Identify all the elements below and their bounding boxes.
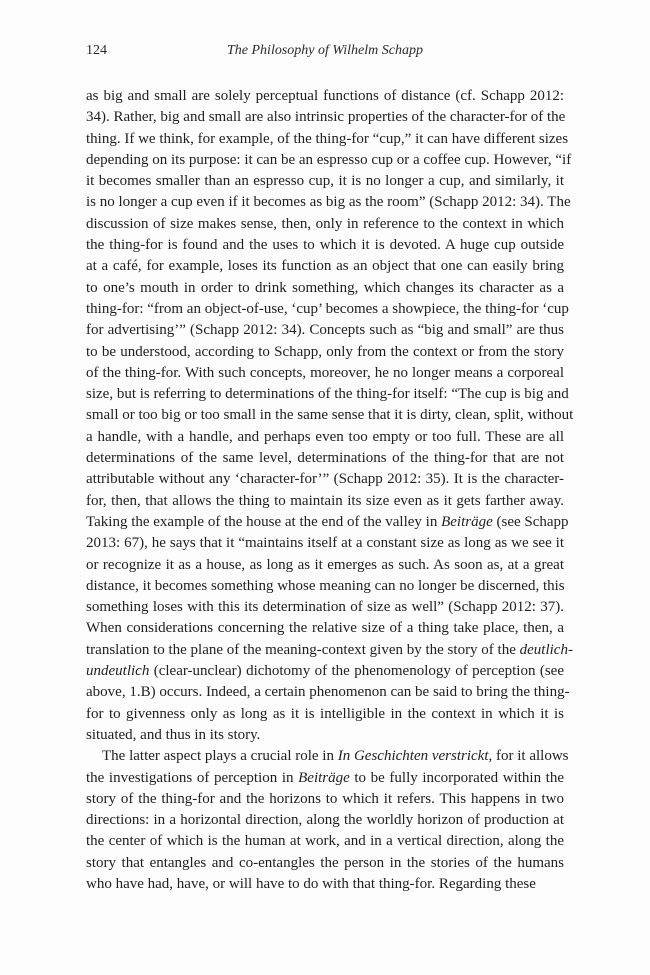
text-line bbox=[86, 810, 564, 831]
text-segment: for, then, that allows the thing to maintain its size even as it gets farther away. bbox=[86, 492, 564, 509]
text-line bbox=[86, 150, 572, 171]
running-header bbox=[86, 43, 564, 65]
text-segment: story that entangles and co-entangles the person in the stories of the humans bbox=[86, 854, 564, 871]
text-line bbox=[86, 299, 569, 320]
text-segment: story of the thing-for and the horizons to which it refers. This happens in two bbox=[86, 790, 564, 807]
text-segment: above, 1.B) occurs. Indeed, a certain phenomenon can be said to bring the thing- bbox=[86, 684, 570, 701]
page-number: 124 bbox=[86, 43, 107, 58]
text-segment: depending on its purpose: it can be an espresso cup or a coffee cup. However, “if bbox=[86, 151, 572, 168]
text-line bbox=[86, 171, 564, 192]
text-line bbox=[86, 256, 564, 277]
text-segment: small or too big or too small in the same sense that it is dirty, clean, split, without bbox=[86, 407, 574, 424]
text-segment: thing. If we think, for example, of the thing-for “cup,” it can have different sizes bbox=[86, 130, 569, 147]
text-line bbox=[86, 533, 564, 554]
text-segment: When considerations concerning the relative size of a thing take place, then, a bbox=[86, 620, 564, 637]
text-segment: 34). Rather, big and small are also intrinsic properties of the character-for of the bbox=[86, 109, 566, 126]
text-line bbox=[86, 874, 564, 895]
text-line bbox=[86, 725, 564, 746]
text-line bbox=[86, 555, 564, 576]
paragraph bbox=[86, 86, 574, 746]
text-segment: or recognize it as a house, as long as it emerges as such. As soon as, at a great bbox=[86, 556, 564, 573]
text-line bbox=[86, 576, 564, 597]
text-line bbox=[86, 384, 569, 405]
text-segment: to be understood, according to Schapp, only from the context or from the story bbox=[86, 343, 564, 360]
text-line bbox=[86, 192, 571, 213]
text-line bbox=[86, 235, 564, 256]
text-segment: at a café, for example, loses its function as an object that one can easily bring bbox=[86, 258, 564, 275]
text-segment: attributable without any ‘character-for’” (Schapp 2012: 35). It is the character- bbox=[86, 471, 564, 488]
text-line bbox=[86, 278, 564, 299]
text-line bbox=[86, 107, 564, 128]
text-line bbox=[86, 427, 564, 448]
text-line bbox=[86, 448, 564, 469]
text-segment: of the thing-for. With such concepts, moreover, he no longer means a corporeal bbox=[86, 364, 564, 381]
text-line bbox=[86, 363, 564, 384]
italic-text: deutlich- bbox=[519, 641, 573, 658]
text-line bbox=[86, 214, 564, 235]
text-line bbox=[86, 512, 569, 533]
body-text bbox=[86, 86, 574, 895]
text-segment: a handle, with a handle, and perhaps even too empty or too full. These are all bbox=[86, 428, 564, 445]
text-line bbox=[86, 469, 564, 490]
text-line bbox=[86, 618, 564, 639]
text-segment: distance, it becomes something whose meaning can no longer be discerned, this bbox=[86, 577, 565, 594]
text-segment: is no longer a cup even if it becomes as big as the room” (Schapp 2012: 34). The bbox=[86, 194, 571, 211]
text-segment: the thing-for is found and the uses to which it is devoted. A huge cup outside bbox=[86, 237, 564, 254]
text-segment: (clear-unclear) dichotomy of the phenomenology of perception (see bbox=[149, 663, 564, 680]
text-line bbox=[86, 86, 564, 107]
text-line bbox=[86, 768, 564, 789]
text-line bbox=[86, 320, 564, 341]
text-segment: thing-for: “from an object-of-use, ‘cup’ becomes a showpiece, the thing-for ‘cup bbox=[86, 300, 569, 317]
text-segment: it becomes smaller than an espresso cup, it is no longer a cup, and similarly, it bbox=[86, 173, 564, 190]
text-segment: The latter aspect plays a crucial role in bbox=[102, 748, 338, 765]
text-segment: the investigations of perception in bbox=[86, 769, 299, 786]
running-title: The Philosophy of Wilhelm Schapp bbox=[227, 43, 423, 58]
text-segment: directions: in a horizontal direction, along the worldly horizon of production at bbox=[86, 812, 564, 829]
italic-text: Beiträge bbox=[298, 769, 350, 786]
text-line bbox=[86, 597, 564, 618]
text-line bbox=[86, 789, 564, 810]
text-segment: as big and small are solely perceptual functions of distance (cf. Schapp 2012: bbox=[86, 88, 564, 104]
text-line bbox=[86, 746, 569, 767]
text-segment: translation to the plane of the meaning-context given by the story of the bbox=[86, 641, 520, 658]
text-segment: to be fully incorporated within the bbox=[349, 769, 564, 786]
text-segment: to one’s mouth in order to drink something, which changes its character as a bbox=[86, 279, 564, 296]
text-segment: something loses with this its determination of size as well” (Schapp 2012: 37). bbox=[86, 599, 564, 616]
text-segment: size, but is referring to determinations of the thing-for itself: “The cup is big and bbox=[86, 386, 569, 403]
text-line bbox=[86, 682, 570, 703]
text-segment: (see Schapp bbox=[492, 513, 569, 530]
text-segment: , for it allows bbox=[488, 748, 569, 765]
text-line bbox=[86, 640, 573, 661]
text-line bbox=[86, 831, 564, 852]
paragraph bbox=[86, 746, 569, 895]
text-segment: discussion of size makes sense, then, only in reference to the context in which bbox=[86, 215, 564, 232]
text-segment: for to givenness only as long as it is intelligible in the context in which it is bbox=[86, 705, 564, 722]
text-line bbox=[86, 129, 569, 150]
text-segment: 2013: 67), he says that it “maintains itself at a constant size as long as we see it bbox=[86, 535, 564, 552]
text-segment: for advertising’” (Schapp 2012: 34). Concepts such as “big and small” are thus bbox=[86, 322, 564, 339]
italic-text: Beiträge bbox=[441, 513, 493, 530]
text-segment: determinations of the same level, determinations of the thing-for that are not bbox=[86, 450, 564, 467]
text-segment: who have had, have, or will have to do with that thing-for. Regarding these bbox=[86, 875, 536, 892]
text-line bbox=[86, 661, 564, 682]
text-segment: the center of which is the human at work, and in a vertical direction, along the bbox=[86, 833, 564, 850]
text-segment: Taking the example of the house at the end of the valley in bbox=[86, 513, 442, 530]
text-line bbox=[86, 704, 564, 725]
italic-text: In Geschichten verstrickt bbox=[337, 748, 489, 765]
text-line bbox=[86, 405, 574, 426]
text-line bbox=[86, 342, 564, 363]
text-segment: situated, and thus in its story. bbox=[86, 726, 261, 743]
text-line bbox=[86, 853, 564, 874]
italic-text: undeutlich bbox=[86, 663, 150, 680]
text-line bbox=[86, 491, 564, 512]
